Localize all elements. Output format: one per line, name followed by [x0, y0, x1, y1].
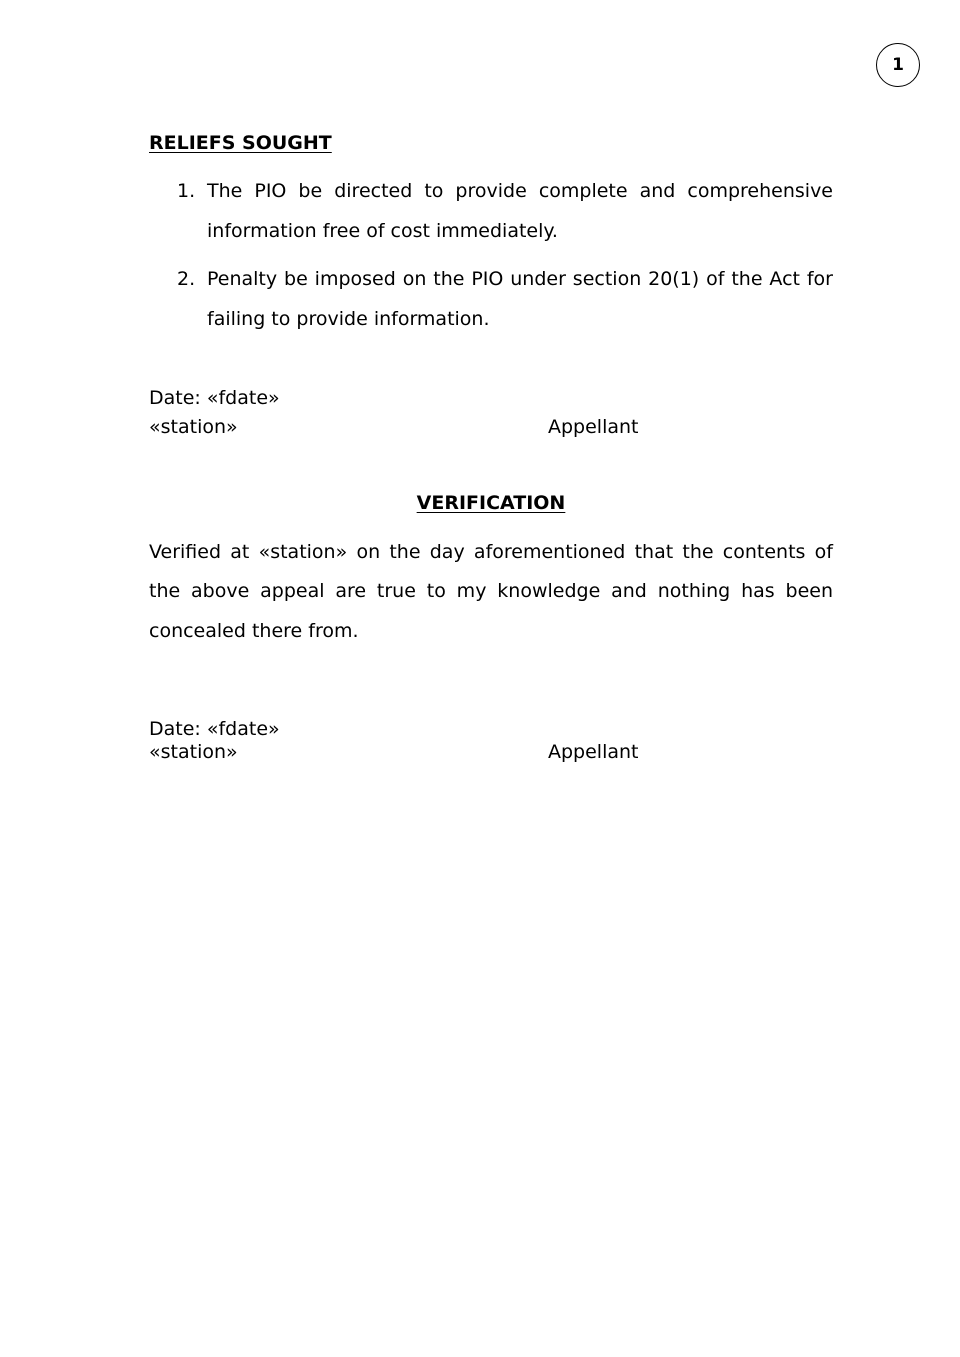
reliefs-list [149, 172, 833, 348]
relief-number: 2. [177, 268, 196, 290]
relief-number: 1. [177, 180, 196, 202]
reliefs-signatory: Appellant [548, 416, 639, 438]
verification-signatory: Appellant [548, 741, 639, 763]
relief-item-1 [149, 172, 833, 251]
reliefs-station: «station» [149, 416, 238, 438]
relief-text: Penalty be imposed on the PIO under section 20(1) of the Act for failing to provide information. [207, 268, 833, 330]
page-number-badge [876, 43, 920, 87]
relief-item-2 [149, 260, 833, 339]
reliefs-sought-heading: RELIEFS SOUGHT [149, 132, 332, 154]
relief-text: The PIO be directed to provide complete and comprehensive information free of cost immediately. [207, 180, 833, 242]
verification-date: Date: «fdate» [149, 718, 280, 740]
verification-text: Verified at «station» on the day aforementioned that the contents of the above appeal are true to my knowledge and nothing has been concealed there from. [149, 541, 833, 642]
page-number: 1 [892, 55, 904, 75]
verification-station: «station» [149, 741, 238, 763]
reliefs-date: Date: «fdate» [149, 387, 280, 409]
verification-heading: VERIFICATION [416, 492, 566, 514]
